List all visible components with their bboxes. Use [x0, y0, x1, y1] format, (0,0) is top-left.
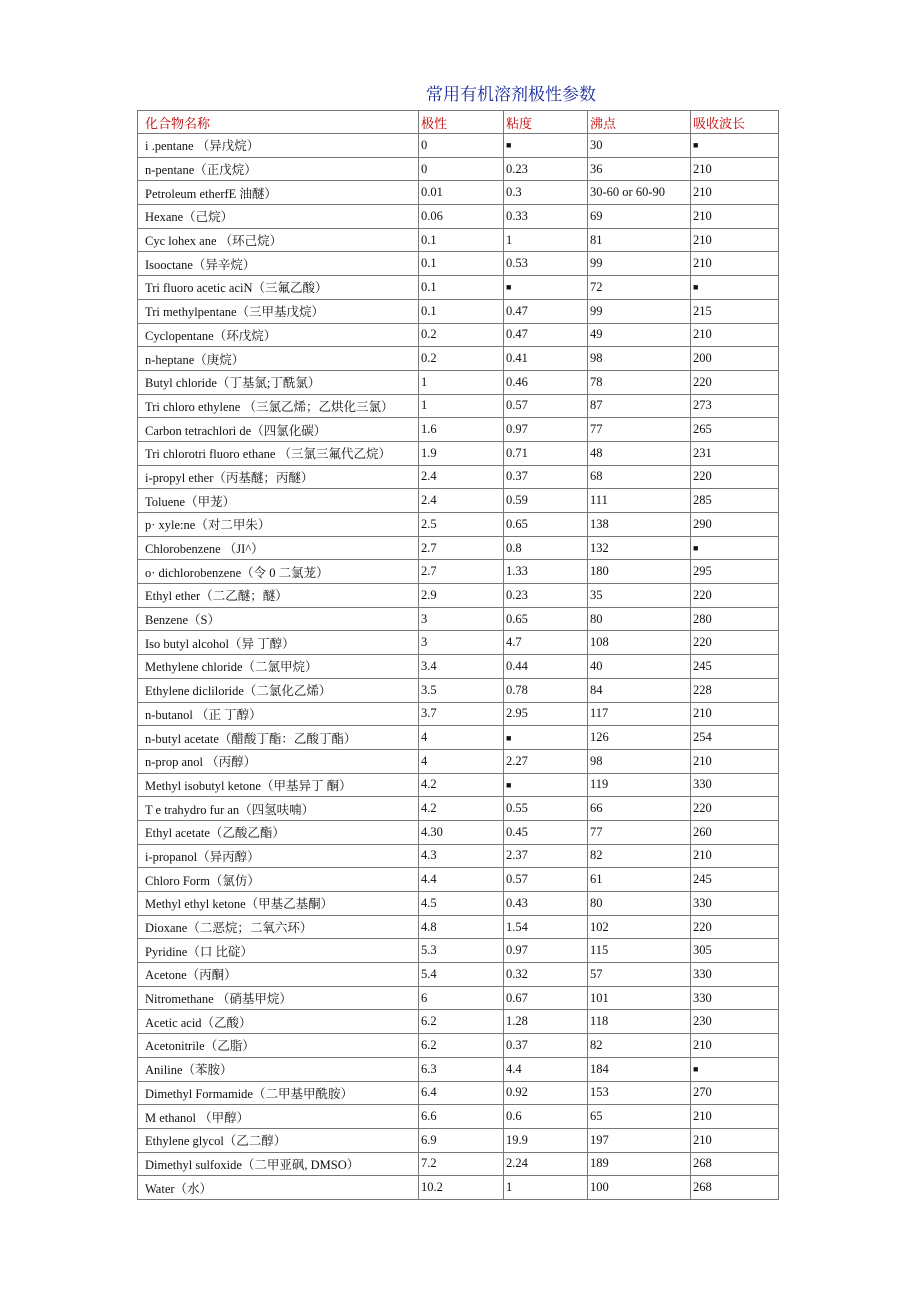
table-row — [138, 868, 779, 892]
cell-polarity: 0.01 — [419, 181, 504, 205]
cell-viscosity: 0.23 — [504, 584, 588, 608]
table-row — [138, 1176, 779, 1200]
cell-compound-name: i-propanol（异丙醇） — [138, 844, 419, 868]
cell-boiling-point: 30 — [588, 134, 691, 158]
cell-uv-cutoff: 220 — [691, 584, 779, 608]
cell-polarity: 4.30 — [419, 820, 504, 844]
cell-polarity: 6.2 — [419, 1010, 504, 1034]
cell-boiling-point: 81 — [588, 228, 691, 252]
cell-compound-name: Ethyl ether（二乙醚；醚） — [138, 584, 419, 608]
table-row — [138, 299, 779, 323]
cell-boiling-point: 108 — [588, 631, 691, 655]
cell-uv-cutoff: 268 — [691, 1176, 779, 1200]
cell-viscosity: 2.37 — [504, 844, 588, 868]
cell-boiling-point: 153 — [588, 1081, 691, 1105]
cell-uv-cutoff: 210 — [691, 157, 779, 181]
cell-boiling-point: 57 — [588, 963, 691, 987]
cell-compound-name: Toluene（甲茏） — [138, 489, 419, 513]
table-row — [138, 134, 779, 158]
table-row — [138, 323, 779, 347]
cell-compound-name: Methyl isobutyl ketone（甲基异丁 酮） — [138, 773, 419, 797]
cell-boiling-point: 69 — [588, 205, 691, 229]
cell-polarity: 2.7 — [419, 536, 504, 560]
cell-polarity: 5.4 — [419, 963, 504, 987]
table-row — [138, 157, 779, 181]
cell-viscosity: 1.33 — [504, 560, 588, 584]
cell-compound-name: Cyc lohex ane （环己烷） — [138, 228, 419, 252]
cell-boiling-point: 35 — [588, 584, 691, 608]
cell-compound-name: Hexane（己烷） — [138, 205, 419, 229]
cell-compound-name: Acetone（丙酮） — [138, 963, 419, 987]
cell-polarity: 0.2 — [419, 323, 504, 347]
cell-polarity: 0.1 — [419, 276, 504, 300]
table-header-row — [138, 111, 779, 134]
table-row — [138, 749, 779, 773]
cell-uv-cutoff: 230 — [691, 1010, 779, 1034]
table-row — [138, 797, 779, 821]
cell-polarity: 6.9 — [419, 1128, 504, 1152]
cell-boiling-point: 111 — [588, 489, 691, 513]
table-row — [138, 655, 779, 679]
cell-uv-cutoff: 220 — [691, 631, 779, 655]
table-row — [138, 1128, 779, 1152]
table-row — [138, 1057, 779, 1081]
cell-uv-cutoff: 220 — [691, 370, 779, 394]
cell-viscosity: 0.8 — [504, 536, 588, 560]
header-uv-cutoff: 吸收波长 — [691, 111, 779, 134]
cell-uv-cutoff: 330 — [691, 892, 779, 916]
cell-viscosity: 0.43 — [504, 892, 588, 916]
table-row — [138, 726, 779, 750]
cell-uv-cutoff: 210 — [691, 1105, 779, 1129]
cell-polarity: 1 — [419, 370, 504, 394]
table-row — [138, 418, 779, 442]
table-row — [138, 394, 779, 418]
cell-viscosity: 1 — [504, 1176, 588, 1200]
header-compound-name: 化合物名称 — [138, 111, 419, 134]
cell-polarity: 6.2 — [419, 1034, 504, 1058]
cell-boiling-point: 98 — [588, 749, 691, 773]
cell-boiling-point: 99 — [588, 299, 691, 323]
table-row — [138, 678, 779, 702]
cell-compound-name: Isooctane（异辛烷） — [138, 252, 419, 276]
cell-viscosity: 0.65 — [504, 607, 588, 631]
cell-boiling-point: 197 — [588, 1128, 691, 1152]
cell-compound-name: p· xyle:ne（对二甲朱） — [138, 513, 419, 537]
cell-polarity: 4.2 — [419, 773, 504, 797]
cell-viscosity: 0.97 — [504, 939, 588, 963]
cell-polarity: 6.3 — [419, 1057, 504, 1081]
cell-compound-name: Chlorobenzene （JI^） — [138, 536, 419, 560]
cell-viscosity: 2.27 — [504, 749, 588, 773]
cell-uv-cutoff: 330 — [691, 963, 779, 987]
cell-boiling-point: 119 — [588, 773, 691, 797]
cell-compound-name: Butyl chloride（丁基氯;丁酰氯） — [138, 370, 419, 394]
cell-uv-cutoff: 210 — [691, 749, 779, 773]
table-row — [138, 773, 779, 797]
cell-boiling-point: 61 — [588, 868, 691, 892]
table-row — [138, 986, 779, 1010]
table-row — [138, 844, 779, 868]
cell-uv-cutoff: 215 — [691, 299, 779, 323]
cell-viscosity: 0.65 — [504, 513, 588, 537]
cell-compound-name: n-butanol （正 丁醇） — [138, 702, 419, 726]
table-row — [138, 560, 779, 584]
cell-uv-cutoff: 210 — [691, 702, 779, 726]
cell-viscosity: 1 — [504, 228, 588, 252]
cell-viscosity: 0.46 — [504, 370, 588, 394]
cell-uv-cutoff: 210 — [691, 205, 779, 229]
cell-polarity: 2.4 — [419, 465, 504, 489]
cell-viscosity: ■ — [504, 773, 588, 797]
cell-boiling-point: 98 — [588, 347, 691, 371]
cell-viscosity: 0.53 — [504, 252, 588, 276]
cell-viscosity: 0.37 — [504, 1034, 588, 1058]
cell-uv-cutoff: 210 — [691, 844, 779, 868]
cell-polarity: 6.6 — [419, 1105, 504, 1129]
table-row — [138, 1105, 779, 1129]
cell-compound-name: Ethylene glycol（乙二醇） — [138, 1128, 419, 1152]
cell-uv-cutoff: 330 — [691, 773, 779, 797]
cell-uv-cutoff: 305 — [691, 939, 779, 963]
cell-boiling-point: 40 — [588, 655, 691, 679]
cell-uv-cutoff: 273 — [691, 394, 779, 418]
cell-uv-cutoff: 245 — [691, 655, 779, 679]
cell-polarity: 3.5 — [419, 678, 504, 702]
cell-viscosity: ■ — [504, 726, 588, 750]
table-row — [138, 489, 779, 513]
cell-compound-name: Methylene chloride（二氯甲烷） — [138, 655, 419, 679]
cell-viscosity: 4.4 — [504, 1057, 588, 1081]
cell-compound-name: Dioxane（二恶烷；二氧六环） — [138, 915, 419, 939]
cell-polarity: 3 — [419, 607, 504, 631]
cell-uv-cutoff: 210 — [691, 252, 779, 276]
cell-polarity: 1 — [419, 394, 504, 418]
cell-boiling-point: 118 — [588, 1010, 691, 1034]
table-row — [138, 631, 779, 655]
cell-boiling-point: 132 — [588, 536, 691, 560]
table-row — [138, 1152, 779, 1176]
cell-uv-cutoff: 210 — [691, 1128, 779, 1152]
cell-polarity: 4 — [419, 749, 504, 773]
cell-boiling-point: 180 — [588, 560, 691, 584]
cell-polarity: 4.8 — [419, 915, 504, 939]
cell-boiling-point: 189 — [588, 1152, 691, 1176]
cell-polarity: 6 — [419, 986, 504, 1010]
cell-compound-name: Dimethyl sulfoxide（二甲亚砜, DMSO） — [138, 1152, 419, 1176]
cell-compound-name: i-propyl ether（丙基醚；丙醚） — [138, 465, 419, 489]
cell-uv-cutoff: 210 — [691, 181, 779, 205]
cell-uv-cutoff: ■ — [691, 276, 779, 300]
cell-boiling-point: 77 — [588, 820, 691, 844]
cell-polarity: 4 — [419, 726, 504, 750]
cell-boiling-point: 102 — [588, 915, 691, 939]
cell-compound-name: Acetonitrile（乙脂） — [138, 1034, 419, 1058]
cell-uv-cutoff: 231 — [691, 441, 779, 465]
cell-polarity: 0 — [419, 157, 504, 181]
cell-viscosity: 2.95 — [504, 702, 588, 726]
cell-uv-cutoff: 220 — [691, 797, 779, 821]
cell-viscosity: 0.59 — [504, 489, 588, 513]
cell-boiling-point: 66 — [588, 797, 691, 821]
cell-polarity: 0.1 — [419, 228, 504, 252]
cell-polarity: 0 — [419, 134, 504, 158]
cell-boiling-point: 72 — [588, 276, 691, 300]
cell-compound-name: Tri chlorotri fluoro ethane （三氯三氟代乙烷） — [138, 441, 419, 465]
cell-uv-cutoff: 228 — [691, 678, 779, 702]
cell-polarity: 3.4 — [419, 655, 504, 679]
table-row — [138, 465, 779, 489]
cell-compound-name: Tri fluoro acetic aciN（三氟乙酸） — [138, 276, 419, 300]
cell-compound-name: Dimethyl Formamide（二甲基甲酰胺） — [138, 1081, 419, 1105]
cell-polarity: 3.7 — [419, 702, 504, 726]
cell-uv-cutoff: 268 — [691, 1152, 779, 1176]
cell-uv-cutoff: ■ — [691, 536, 779, 560]
cell-viscosity: 0.45 — [504, 820, 588, 844]
table-row — [138, 939, 779, 963]
cell-polarity: 6.4 — [419, 1081, 504, 1105]
cell-polarity: 4.5 — [419, 892, 504, 916]
cell-uv-cutoff: 254 — [691, 726, 779, 750]
cell-boiling-point: 30-60 or 60-90 — [588, 181, 691, 205]
cell-compound-name: Cyclopentane（环戊烷） — [138, 323, 419, 347]
cell-boiling-point: 117 — [588, 702, 691, 726]
cell-viscosity: 1.54 — [504, 915, 588, 939]
cell-uv-cutoff: 285 — [691, 489, 779, 513]
cell-polarity: 4.4 — [419, 868, 504, 892]
cell-uv-cutoff: 200 — [691, 347, 779, 371]
cell-boiling-point: 101 — [588, 986, 691, 1010]
cell-boiling-point: 68 — [588, 465, 691, 489]
table-row — [138, 607, 779, 631]
cell-viscosity: 0.6 — [504, 1105, 588, 1129]
header-polarity: 极性 — [419, 111, 504, 134]
cell-viscosity: 0.57 — [504, 868, 588, 892]
table-row — [138, 892, 779, 916]
cell-compound-name: Water（水） — [138, 1176, 419, 1200]
cell-uv-cutoff: 210 — [691, 1034, 779, 1058]
table-row — [138, 915, 779, 939]
cell-compound-name: M ethanol （甲醇） — [138, 1105, 419, 1129]
cell-boiling-point: 126 — [588, 726, 691, 750]
table-row — [138, 963, 779, 987]
cell-compound-name: Tri chloro ethylene （三氯乙烯；乙烘化三氯） — [138, 394, 419, 418]
cell-polarity: 3 — [419, 631, 504, 655]
cell-uv-cutoff: 220 — [691, 915, 779, 939]
document-title: 常用有机溶剂极性参数 — [426, 85, 596, 105]
table-row — [138, 536, 779, 560]
cell-compound-name: Aniline（苯胺） — [138, 1057, 419, 1081]
cell-boiling-point: 77 — [588, 418, 691, 442]
cell-viscosity: 0.78 — [504, 678, 588, 702]
cell-polarity: 10.2 — [419, 1176, 504, 1200]
solvent-polarity-table — [137, 110, 779, 1200]
cell-compound-name: Benzene（S） — [138, 607, 419, 631]
cell-viscosity: 0.3 — [504, 181, 588, 205]
cell-compound-name: n-heptane（庚烷） — [138, 347, 419, 371]
cell-viscosity: 2.24 — [504, 1152, 588, 1176]
cell-uv-cutoff: 295 — [691, 560, 779, 584]
cell-polarity: 0.06 — [419, 205, 504, 229]
cell-compound-name: Methyl ethyl ketone（甲基乙基酮） — [138, 892, 419, 916]
cell-boiling-point: 99 — [588, 252, 691, 276]
cell-polarity: 5.3 — [419, 939, 504, 963]
cell-uv-cutoff: 265 — [691, 418, 779, 442]
header-viscosity: 粘度 — [504, 111, 588, 134]
cell-viscosity: 0.47 — [504, 323, 588, 347]
cell-viscosity: 0.44 — [504, 655, 588, 679]
cell-viscosity: 1.28 — [504, 1010, 588, 1034]
cell-boiling-point: 78 — [588, 370, 691, 394]
cell-boiling-point: 87 — [588, 394, 691, 418]
cell-polarity: 4.2 — [419, 797, 504, 821]
cell-boiling-point: 138 — [588, 513, 691, 537]
table-row — [138, 276, 779, 300]
cell-viscosity: 0.33 — [504, 205, 588, 229]
cell-boiling-point: 100 — [588, 1176, 691, 1200]
cell-compound-name: Ethylene dicliloride（二氯化乙烯） — [138, 678, 419, 702]
cell-compound-name: Nitromethane （硝基甲烷） — [138, 986, 419, 1010]
cell-polarity: 0.2 — [419, 347, 504, 371]
cell-viscosity: 0.71 — [504, 441, 588, 465]
cell-uv-cutoff: 245 — [691, 868, 779, 892]
cell-uv-cutoff: 330 — [691, 986, 779, 1010]
cell-viscosity: 0.32 — [504, 963, 588, 987]
cell-boiling-point: 49 — [588, 323, 691, 347]
cell-boiling-point: 80 — [588, 892, 691, 916]
cell-compound-name: Pyridine（口 比碇） — [138, 939, 419, 963]
cell-viscosity: 4.7 — [504, 631, 588, 655]
cell-viscosity: 0.97 — [504, 418, 588, 442]
table-row — [138, 205, 779, 229]
cell-boiling-point: 115 — [588, 939, 691, 963]
cell-viscosity: 0.47 — [504, 299, 588, 323]
cell-polarity: 2.9 — [419, 584, 504, 608]
cell-boiling-point: 84 — [588, 678, 691, 702]
cell-uv-cutoff: 220 — [691, 465, 779, 489]
cell-polarity: 4.3 — [419, 844, 504, 868]
cell-uv-cutoff: 210 — [691, 228, 779, 252]
header-boiling-point: 沸点 — [588, 111, 691, 134]
cell-polarity: 2.7 — [419, 560, 504, 584]
cell-boiling-point: 36 — [588, 157, 691, 181]
cell-compound-name: n-pentane（正戊烷） — [138, 157, 419, 181]
cell-compound-name: Chloro Form（氯仿） — [138, 868, 419, 892]
cell-uv-cutoff: ■ — [691, 134, 779, 158]
cell-boiling-point: 48 — [588, 441, 691, 465]
cell-polarity: 7.2 — [419, 1152, 504, 1176]
cell-viscosity: 0.23 — [504, 157, 588, 181]
cell-compound-name: Tri methylpentane（三甲基戊烷） — [138, 299, 419, 323]
cell-polarity: 2.5 — [419, 513, 504, 537]
cell-uv-cutoff: 280 — [691, 607, 779, 631]
cell-uv-cutoff: ■ — [691, 1057, 779, 1081]
table-row — [138, 441, 779, 465]
cell-uv-cutoff: 270 — [691, 1081, 779, 1105]
cell-compound-name: Iso butyl alcohol（异 丁醇） — [138, 631, 419, 655]
table-row — [138, 347, 779, 371]
cell-compound-name: Carbon tetrachlori de（四氯化碳） — [138, 418, 419, 442]
cell-uv-cutoff: 290 — [691, 513, 779, 537]
cell-compound-name: n-prop anol （丙醇） — [138, 749, 419, 773]
cell-viscosity: 0.57 — [504, 394, 588, 418]
table-row — [138, 1081, 779, 1105]
cell-compound-name: n-butyl acetate（醋酸丁酯：乙酸丁酯） — [138, 726, 419, 750]
cell-polarity: 1.9 — [419, 441, 504, 465]
cell-polarity: 2.4 — [419, 489, 504, 513]
cell-compound-name: i .pentane （异戊烷） — [138, 134, 419, 158]
cell-polarity: 0.1 — [419, 252, 504, 276]
cell-uv-cutoff: 210 — [691, 323, 779, 347]
table-row — [138, 584, 779, 608]
cell-boiling-point: 184 — [588, 1057, 691, 1081]
table-row — [138, 252, 779, 276]
table-row — [138, 702, 779, 726]
cell-viscosity: 0.55 — [504, 797, 588, 821]
table-row — [138, 1034, 779, 1058]
table-row — [138, 1010, 779, 1034]
cell-boiling-point: 82 — [588, 1034, 691, 1058]
cell-viscosity: 0.41 — [504, 347, 588, 371]
cell-viscosity: 0.37 — [504, 465, 588, 489]
cell-boiling-point: 80 — [588, 607, 691, 631]
table-row — [138, 228, 779, 252]
cell-compound-name: Ethyl acetate（乙酸乙酯） — [138, 820, 419, 844]
cell-boiling-point: 82 — [588, 844, 691, 868]
cell-viscosity: 0.92 — [504, 1081, 588, 1105]
cell-compound-name: Petroleum etherfE 油醚） — [138, 181, 419, 205]
cell-compound-name: Acetic acid（乙酸） — [138, 1010, 419, 1034]
table-row — [138, 181, 779, 205]
table-row — [138, 820, 779, 844]
cell-polarity: 1.6 — [419, 418, 504, 442]
cell-compound-name: ο· dichlorobenzene（令 0 二氯茏） — [138, 560, 419, 584]
cell-compound-name: T e trahydro fur an（四氢呋喃） — [138, 797, 419, 821]
cell-viscosity: 19.9 — [504, 1128, 588, 1152]
table-row — [138, 513, 779, 537]
cell-viscosity: ■ — [504, 276, 588, 300]
cell-polarity: 0.1 — [419, 299, 504, 323]
cell-viscosity: ■ — [504, 134, 588, 158]
cell-uv-cutoff: 260 — [691, 820, 779, 844]
cell-boiling-point: 65 — [588, 1105, 691, 1129]
cell-viscosity: 0.67 — [504, 986, 588, 1010]
table-row — [138, 370, 779, 394]
